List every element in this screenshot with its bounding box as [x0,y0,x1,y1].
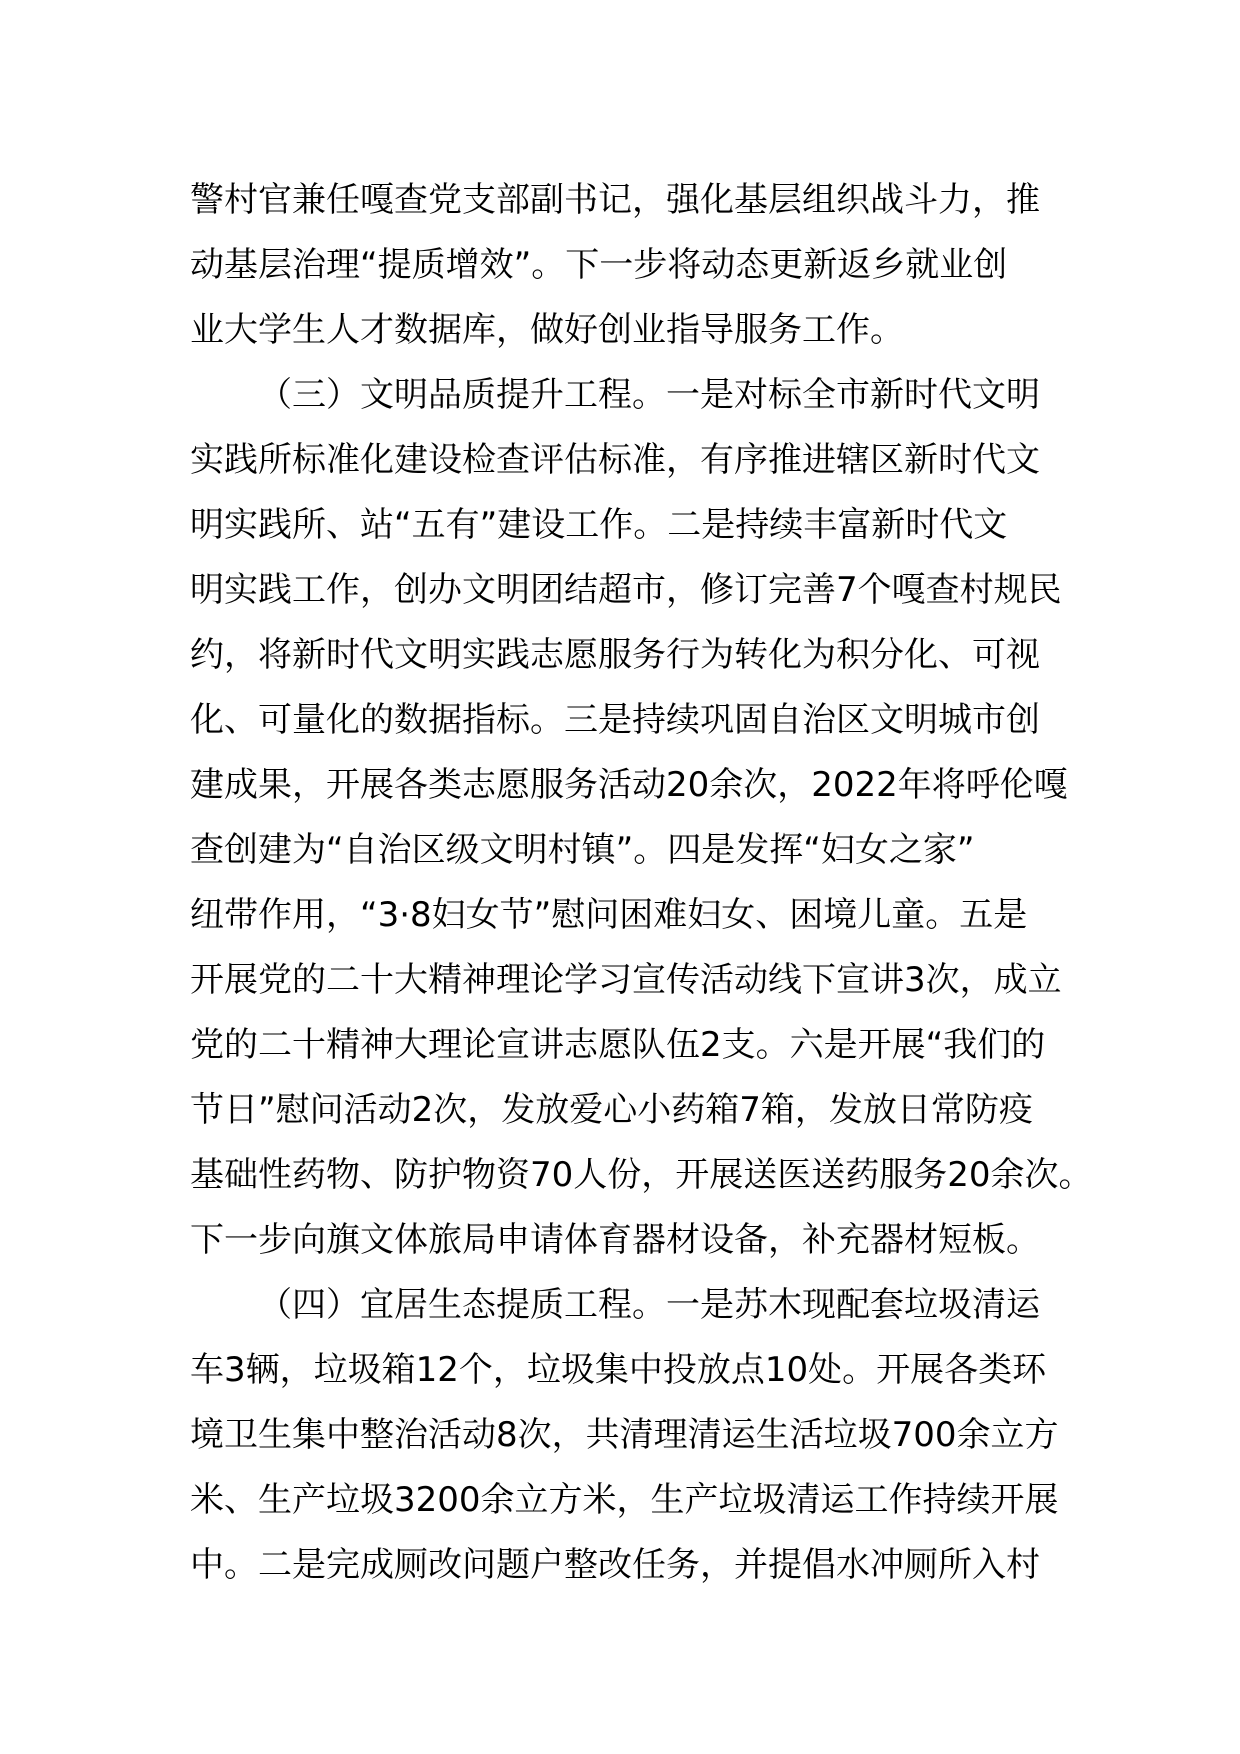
text-line: 节日”慰问活动2次，发放爱心小药箱7箱，发放日常防疫 [190,1090,1033,1130]
text-line: 建成果，开展各类志愿服务活动20余次，2022年将呼伦嘎 [190,765,1068,805]
text-line: 约，将新时代文明实践志愿服务行为转化为积分化、可视 [190,635,1040,675]
section-heading-line: （三）文明品质提升工程。一是对标全市新时代文明 [258,375,1040,415]
text-line: 查创建为“自治区级文明村镇”。四是发挥“妇女之家” [190,830,975,870]
text-line: 党的二十精神大理论宣讲志愿队伍2支。六是开展“我们的 [190,1025,1046,1065]
body-text [190,168,1093,1598]
text-line: 动基层治理“提质增效”。下一步将动态更新返乡就业创 [190,245,1008,285]
text-line: 下一步向旗文体旅局申请体育器材设备，补充器材短板。 [190,1220,1040,1260]
text-line: 纽带作用，“3·8妇女节”慰问困难妇女、困境儿童。五是 [190,895,1028,935]
text-line: 米、生产垃圾3200余立方米，生产垃圾清运工作持续开展 [190,1480,1059,1520]
text-line: 基础性药物、防护物资70人份，开展送医送药服务20余次。 [190,1155,1093,1195]
text-line: 明实践工作，创办文明团结超市，修订完善7个嘎查村规民 [190,570,1062,610]
text-line: 业大学生人才数据库，做好创业指导服务工作。 [190,310,904,350]
text-line: 境卫生集中整治活动8次，共清理清运生活垃圾700余立方 [190,1415,1059,1455]
section-heading-line: （四）宜居生态提质工程。一是苏木现配套垃圾清运 [258,1285,1040,1325]
text-line: 警村官兼任嘎查党支部副书记，强化基层组织战斗力，推 [190,180,1040,220]
text-line: 中。二是完成厕改问题户整改任务，并提倡水冲厕所入村 [190,1545,1040,1585]
text-line: 车3辆，垃圾箱12个，垃圾集中投放点10处。开展各类环 [190,1350,1047,1390]
text-line: 明实践所、站“五有”建设工作。二是持续丰富新时代文 [190,505,1008,545]
text-line: 开展党的二十大精神理论学习宣传活动线下宣讲3次，成立 [190,960,1062,1000]
text-line: 化、可量化的数据指标。三是持续巩固自治区文明城市创 [190,700,1040,740]
text-line: 实践所标准化建设检查评估标准，有序推进辖区新时代文 [190,440,1040,480]
